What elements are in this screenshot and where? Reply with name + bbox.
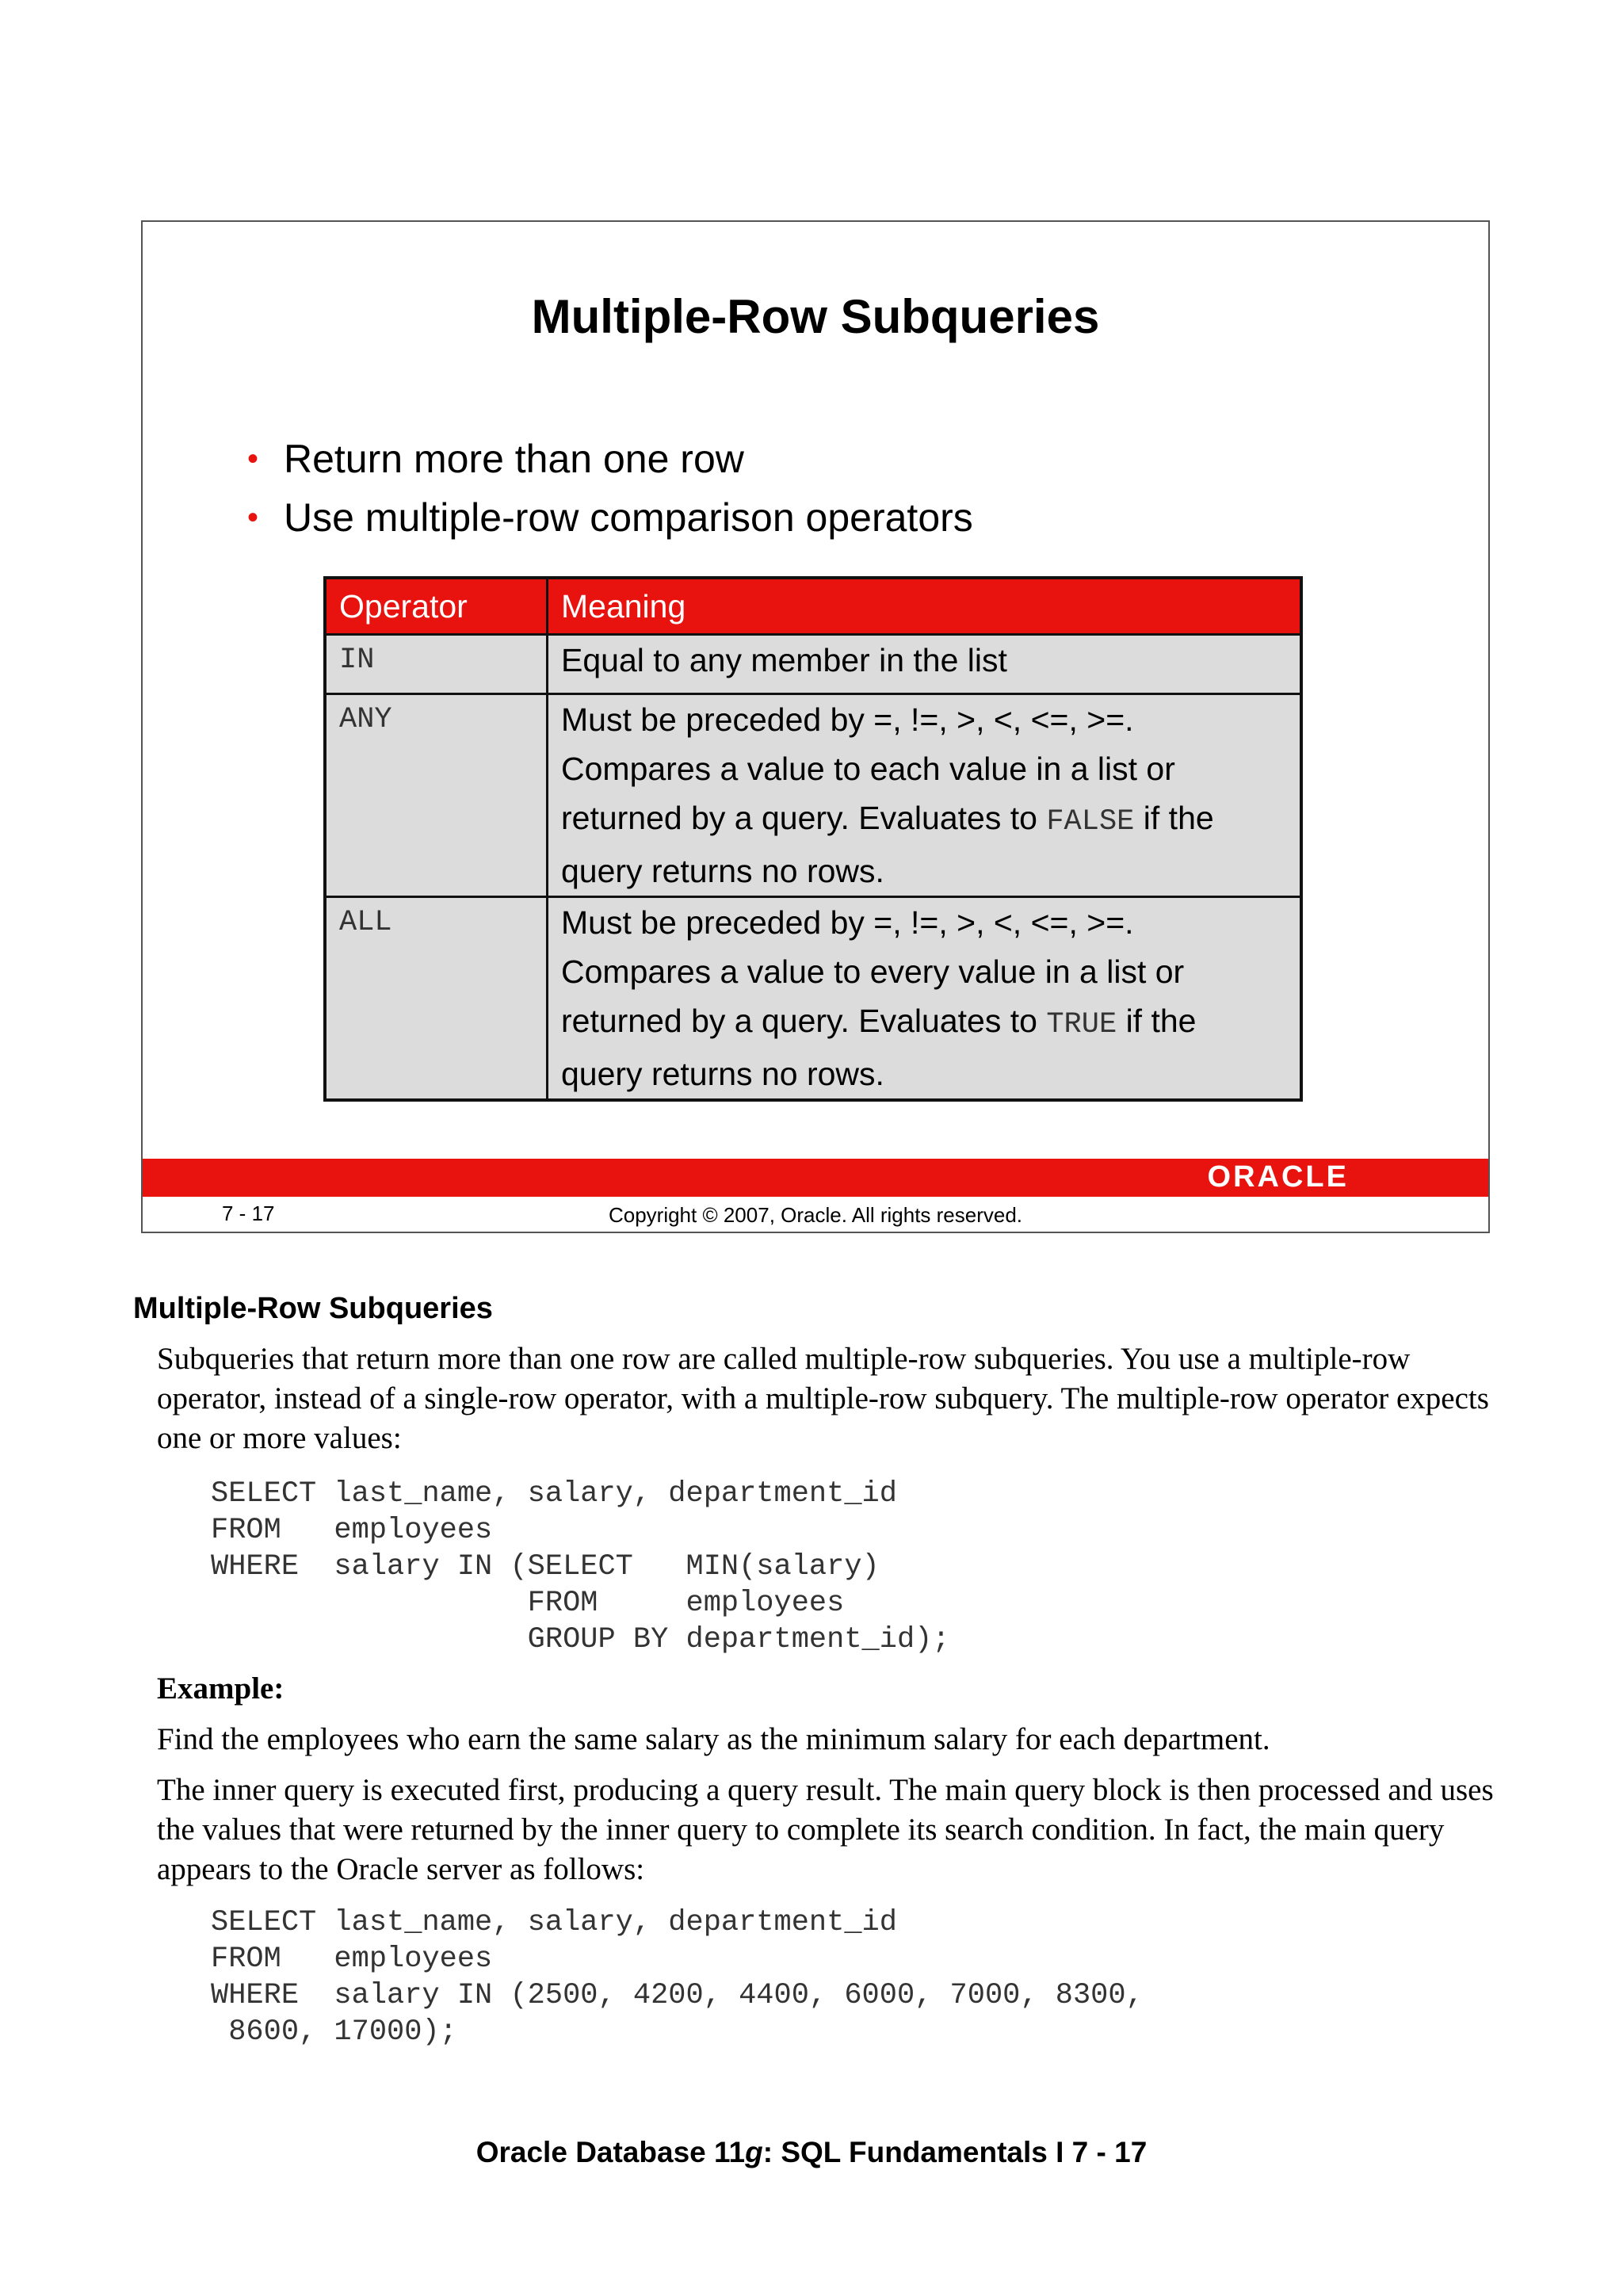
operator-cell: ALL: [325, 897, 548, 1101]
notes-heading: Multiple-Row Subqueries: [133, 1292, 493, 1325]
table-header-row: [325, 578, 1301, 635]
bullet-dot-icon: •: [247, 441, 259, 476]
slide-title: Multiple-Row Subqueries: [531, 290, 1100, 343]
meaning-cell: Must be preceded by =, !=, >, <, <=, >=. Compares a value to each value in a list or returned by a query. Evaluates to FALSE if the query returns no rows.: [548, 694, 1302, 897]
code-block: SELECT last_name, salary, department_id FROM employees WHERE salary IN (SELECT MIN(salary) FROM employees GROUP BY department_id);: [211, 1477, 950, 1656]
table-row: [325, 635, 1301, 694]
code-block: SELECT last_name, salary, department_id FROM employees WHERE salary IN (2500, 4200, 4400, 6000, 7000, 8300, 8600, 17000);: [211, 1906, 1144, 2049]
footer-bar: [143, 1159, 1488, 1197]
slide-number: 7 - 17: [222, 1201, 275, 1225]
bullet-list: [247, 430, 973, 547]
notes-paragraph: Subqueries that return more than one row are called multiple-row subqueries. You use a multiple-row operator, instead of a single-row operator, with a multiple-row subquery. The multiple-row operator expects one or more values:: [157, 1342, 1489, 1455]
slide: [141, 220, 1490, 1233]
example-label: Example:: [157, 1671, 285, 1706]
bullet-dot-icon: •: [247, 500, 259, 535]
bullet-item: • Use multiple-row comparison operators: [247, 488, 973, 547]
bullet-item: • Return more than one row: [247, 430, 973, 488]
operator-cell: ANY: [325, 694, 548, 897]
copyright-text: Copyright © 2007, Oracle. All rights reserved.: [608, 1203, 1023, 1227]
operator-table: [323, 576, 1303, 1102]
meaning-cell: Equal to any member in the list: [548, 635, 1302, 694]
notes-paragraph: The inner query is executed first, producing a query result. The main query block is then processed and uses the values that were returned by the inner query to complete its search condition. In fact, the main query appears to the Oracle server as follows:: [157, 1773, 1494, 1886]
notes-paragraph: Find the employees who earn the same salary as the minimum salary for each department.: [157, 1722, 1270, 1756]
header-operator: Operator: [325, 578, 548, 635]
operator-cell: IN: [325, 635, 548, 694]
header-meaning: Meaning: [548, 578, 1302, 635]
table-row: [325, 694, 1301, 897]
oracle-logo: ORACLE: [1207, 1160, 1349, 1194]
table-row: [325, 897, 1301, 1101]
page-footer: Oracle Database 11g: SQL Fundamentals I 7 - 17: [475, 2136, 1148, 2168]
meaning-cell: Must be preceded by =, !=, >, <, <=, >=. Compares a value to every value in a list or returned by a query. Evaluates to TRUE if the query returns no rows.: [548, 897, 1302, 1101]
